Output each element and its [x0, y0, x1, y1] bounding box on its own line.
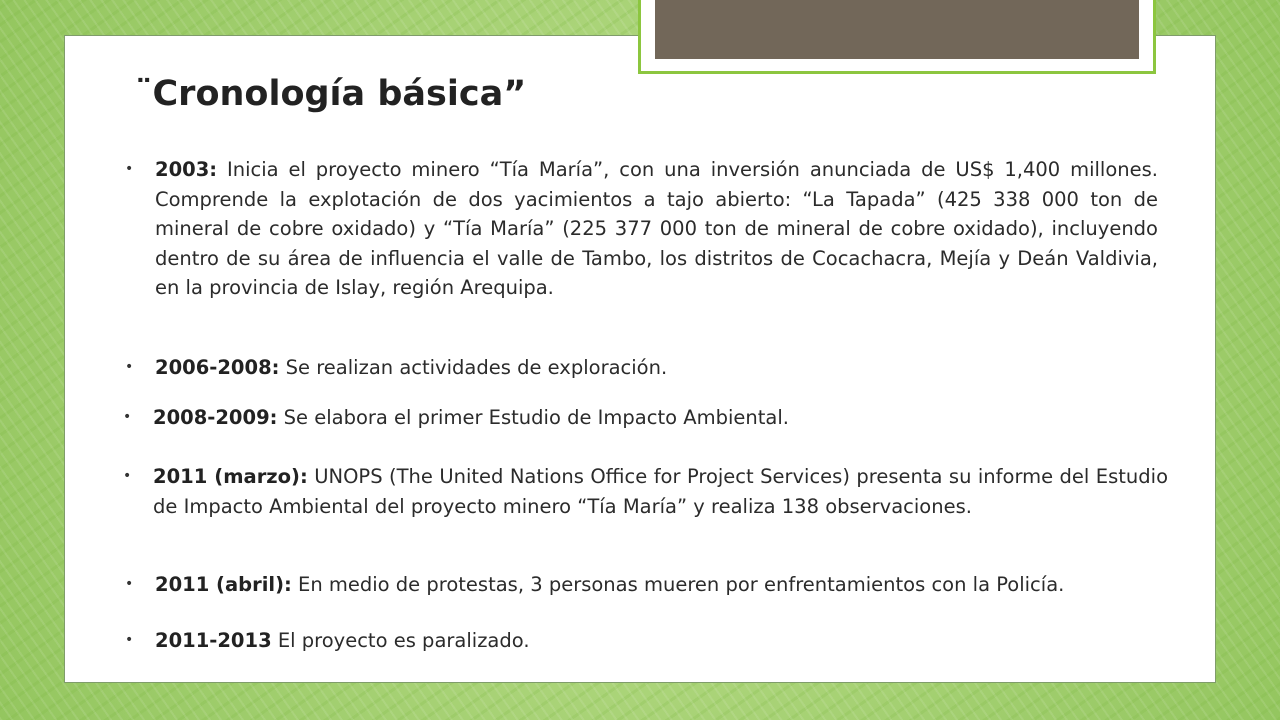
timeline-year: 2011 (abril): — [155, 573, 292, 596]
timeline-text: Inicia el proyecto minero “Tía María”, con una inversión anunciada de US$ 1,400 millones. Comprende la explotación de dos yacimientos a tajo abierto: “La Tapada” (425 338 000 ton de mineral de cobre oxidado) y “Tía María” (225 377 000 ton de mineral de cobre oxidado), incluyendo dentro de su área de influencia el valle de Tambo, los distritos de Cocachacra, Mejía y Deán Valdivia, en la provincia de Islay, región Arequipa. — [155, 158, 1158, 299]
timeline-text: El proyecto es paralizado. — [271, 629, 530, 652]
timeline-item-2011-2013 — [125, 626, 1158, 656]
timeline-year: 2011 (marzo): — [153, 465, 308, 488]
header-accent-box — [638, 0, 1156, 74]
timeline-year: 2006-2008: — [155, 356, 280, 379]
timeline-text: En medio de protestas, 3 personas mueren por enfrentamientos con la Policía. — [291, 573, 1065, 596]
timeline-year: 2008-2009: — [153, 406, 278, 429]
bullet-icon: • — [125, 161, 134, 177]
timeline-item-2008-2009 — [123, 403, 1156, 433]
bullet-icon: • — [123, 468, 132, 484]
timeline-year: 2003: — [155, 158, 218, 181]
bullet-icon: • — [125, 359, 134, 375]
timeline-item-2003 — [125, 155, 1158, 303]
timeline-year: 2011-2013 — [155, 629, 272, 652]
bullet-icon: • — [125, 576, 134, 592]
timeline-item-2011-marzo — [123, 462, 1168, 521]
header-accent-fill — [655, 0, 1139, 59]
timeline-text: Se elabora el primer Estudio de Impacto Ambiental. — [277, 406, 789, 429]
timeline-item-2006-2008 — [125, 353, 1158, 383]
bullet-icon: • — [125, 632, 134, 648]
timeline-item-2011-abril — [125, 570, 1158, 600]
bullet-icon: • — [123, 409, 132, 425]
slide-title: ¨Cronología básica” — [135, 74, 527, 114]
timeline-text: UNOPS (The United Nations Office for Project Services) presenta su informe del Estudio de Impacto Ambiental del proyecto minero “Tía María” y realiza 138 observaciones. — [153, 465, 1168, 518]
timeline-text: Se realizan actividades de exploración. — [279, 356, 668, 379]
